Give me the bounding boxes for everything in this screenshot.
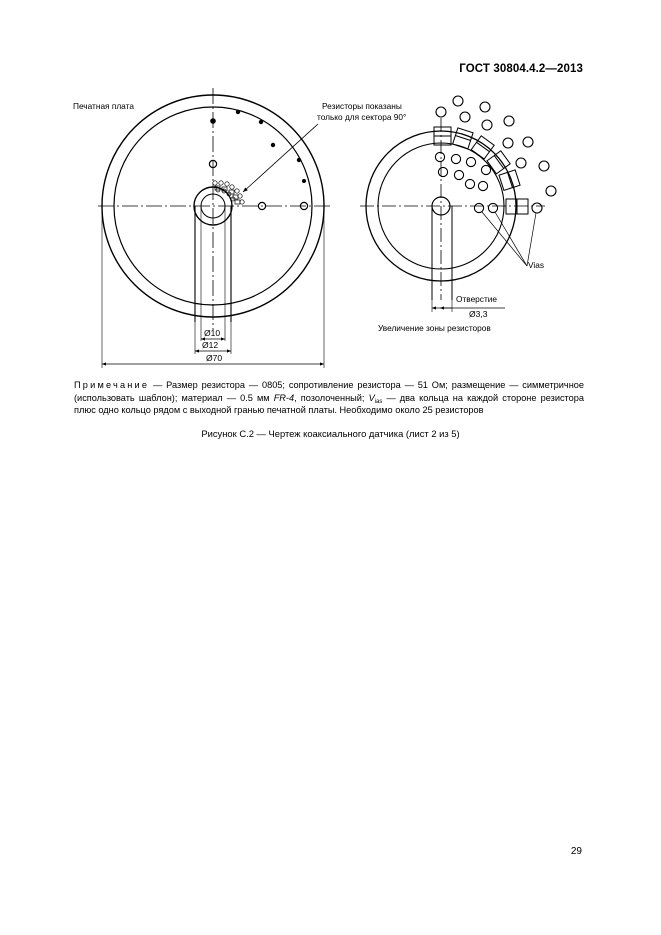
dim-d70: Ø70 (206, 353, 223, 363)
note-fr4: FR-4 (273, 392, 295, 403)
note-prefix: Примечание (74, 380, 150, 390)
zoom-view (360, 96, 556, 312)
resistor-cluster-small (213, 181, 244, 204)
page-number: 29 (570, 846, 582, 857)
label-vias: Vias (528, 260, 544, 270)
label-hole: Отверстие (456, 294, 497, 304)
board-view (98, 88, 330, 368)
figure-note (74, 379, 584, 417)
note-text-1: — Размер резистора — 0805; сопротивление резистора — 51 Ом; размещение — симметричное (использовать шаблон); материал — 0.5 мм (74, 380, 584, 403)
dim-d12: Ø12 (202, 340, 219, 350)
figure-caption: Рисунок С.2 — Чертеж коаксиального датчика (лист 2 из 5) (201, 428, 460, 439)
label-board: Печатная плата (73, 101, 134, 111)
note-vias-subscript: ias (374, 398, 383, 405)
note-vias-symbol: V (368, 392, 375, 403)
dim-d10: Ø10 (204, 328, 221, 338)
label-resistors-shown-1: Резисторы показаны (322, 101, 402, 111)
label-zoom: Увеличение зоны резисторов (378, 323, 491, 333)
dim-hole: Ø3,3 (469, 309, 488, 319)
standard-header: ГОСТ 30804.4.2—2013 (459, 63, 583, 75)
coaxial-probe-drawing (0, 0, 661, 370)
note-text-2: , позолоченный; (294, 392, 369, 403)
note-text-3: — два кольца на каждой стороне резистора плюс одно кольцо рядом с выходной гранью печатной платы. Необходимо около 25 резисторов (74, 392, 584, 416)
label-resistors-shown-2: только для сектора 90° (317, 112, 407, 122)
